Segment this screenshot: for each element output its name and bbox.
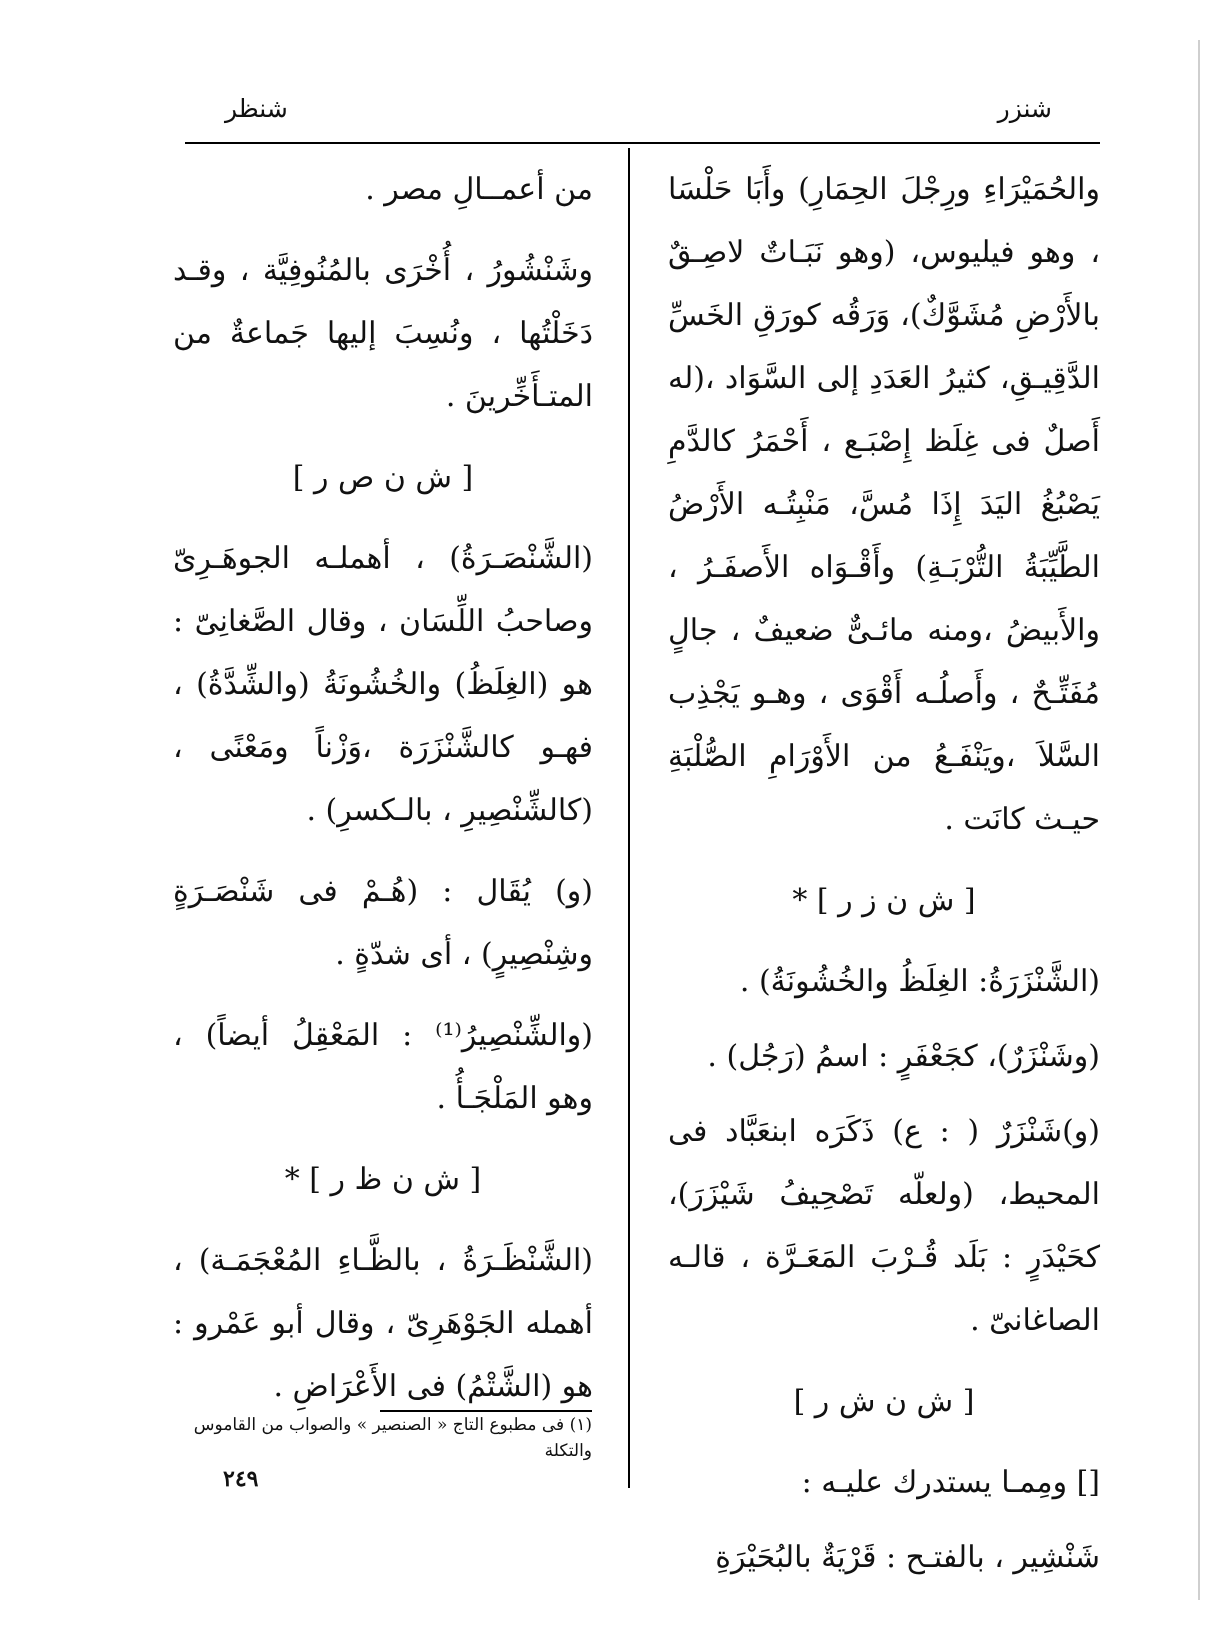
entry-heading: [ ش ن ظ ر ] * [284, 1162, 482, 1197]
entry-text: (الشَّنْزَرَةُ: الغِلَظُ والخُشُونَةُ) . [739, 964, 1100, 999]
page-number: ٢٤٩ [223, 1466, 259, 1492]
footnote: (١) فى مطبوع التاج « الصنصير » والصواب من القاموس والتكلة [193, 1415, 592, 1461]
entry-text: [] ومِمـا يستدرك عليـه : [801, 1465, 1100, 1500]
scan-edge-line [1198, 40, 1200, 1600]
entry-text: (والشِّنْصِيرُ⁽¹⁾ : المَعْقِلُ أيضاً) ، وهو المَلْجَـأُ . [173, 1018, 593, 1116]
entry-text: (و) يُقَال : (هُـمْ فى شَنْصَـرَةٍ وشِنْصِيرٍ) ، أى شدّةٍ . [173, 874, 593, 972]
entry-heading: [ ش ن ز ر ] * [792, 883, 976, 918]
entry-text: شَنْشِير ، بالفتـح : قَرْيَةٌ بالبُحَيْرَةِ [715, 1540, 1100, 1575]
column-divider [628, 148, 630, 1488]
entry-heading: [ ش ن ص ر ] [292, 460, 474, 495]
left-column [173, 158, 593, 1436]
header-rule [185, 142, 1100, 144]
right-column [668, 158, 1100, 1607]
entry-text: (الشَّنْصَـرَةُ) ، أهملـه الجوهَـرِىّ وصاحبُ اللِّسَان ، وقال الصَّغانِىّ : هو (الغِلَظُ) والخُشُونَةُ (والشِّدَّةُ) ، فهـو كالشَّنْزَرَة ،وَزْناً ومَعْنًى ، (كالشِّنْصِيرِ ، بالـكسرِ) . [173, 541, 593, 828]
entry-heading: [ ش ن ش ر ] [793, 1384, 975, 1419]
header-right-title: شنزر [997, 94, 1052, 123]
entry-text: وشَنْشُورُ ، أُخْرَى بالمُنُوفِيَّة ، وقـد دَخَلْتُها ، ونُسِبَ إليها جَماعةٌ من المتـأَخِّرينَ . [173, 253, 593, 414]
entry-text: (وشَنْزَرٌ)، كجَعْفَرٍ : اسمُ (رَجُل) . [707, 1039, 1100, 1074]
entry-text: (الشَّنْظَـرَةُ ، بالظَّـاءِ المُعْجَمَـة) ، أهمله الجَوْهَرِىّ ، وقال أبو عَمْرو : هو (الشَّتْمُ) فى الأَعْرَاضِ . [173, 1243, 593, 1404]
header-left-title: شنظر [225, 94, 288, 123]
entry-text: والحُمَيْرَاءِ ورِجْلَ الحِمَارِ) وأَبَا حَلْسَا ، وهو فيليوس، (وهو نَبَـاتٌ لاصِـقٌ بالأَرْضِ مُشَوَّكٌ)، وَرَقُه كورَقِ الخَسِّ الدَّقِيـقِ، كثيرُ العَدَدِ إلى السَّوَاد ،(له أَصلٌ فى غِلَظ إِصْبَـع ، أَحْمَرُ كالدَّمِ يَصْبُغُ اليَدَ إِذَا مُسَّ، مَنْبِتُـه الأَرْضُ الطَّيِّبَةُ التُّرْبَـةِ) وأَقْـوَاه الأَصفَـرُ ، والأَبيضُ ،ومنه مائـىٌّ ضعيفٌ ، جالٍ مُفَتِّـحٌ ، وأَصلُـه أَقْوَى ، وهـو يَجْذِب السَّلاَ ،ويَنْفَـعُ من الأَوْرَامِ الصُّلْبَةِ حيـث كانَت . [668, 172, 1100, 837]
entry-text: من أعمــالِ مصر . [365, 172, 593, 207]
entry-text: (و)شَنْزَرٌ ( : ع) ذَكَرَه ابنعَبَّاد فى المحيط، (ولعلّه تَصْحِيفُ شَيْزَرَ)، كحَيْدَرٍ : بَلَد قُـرْبَ المَعَـرَّة ، قالـه الصاغانىّ . [668, 1114, 1100, 1338]
